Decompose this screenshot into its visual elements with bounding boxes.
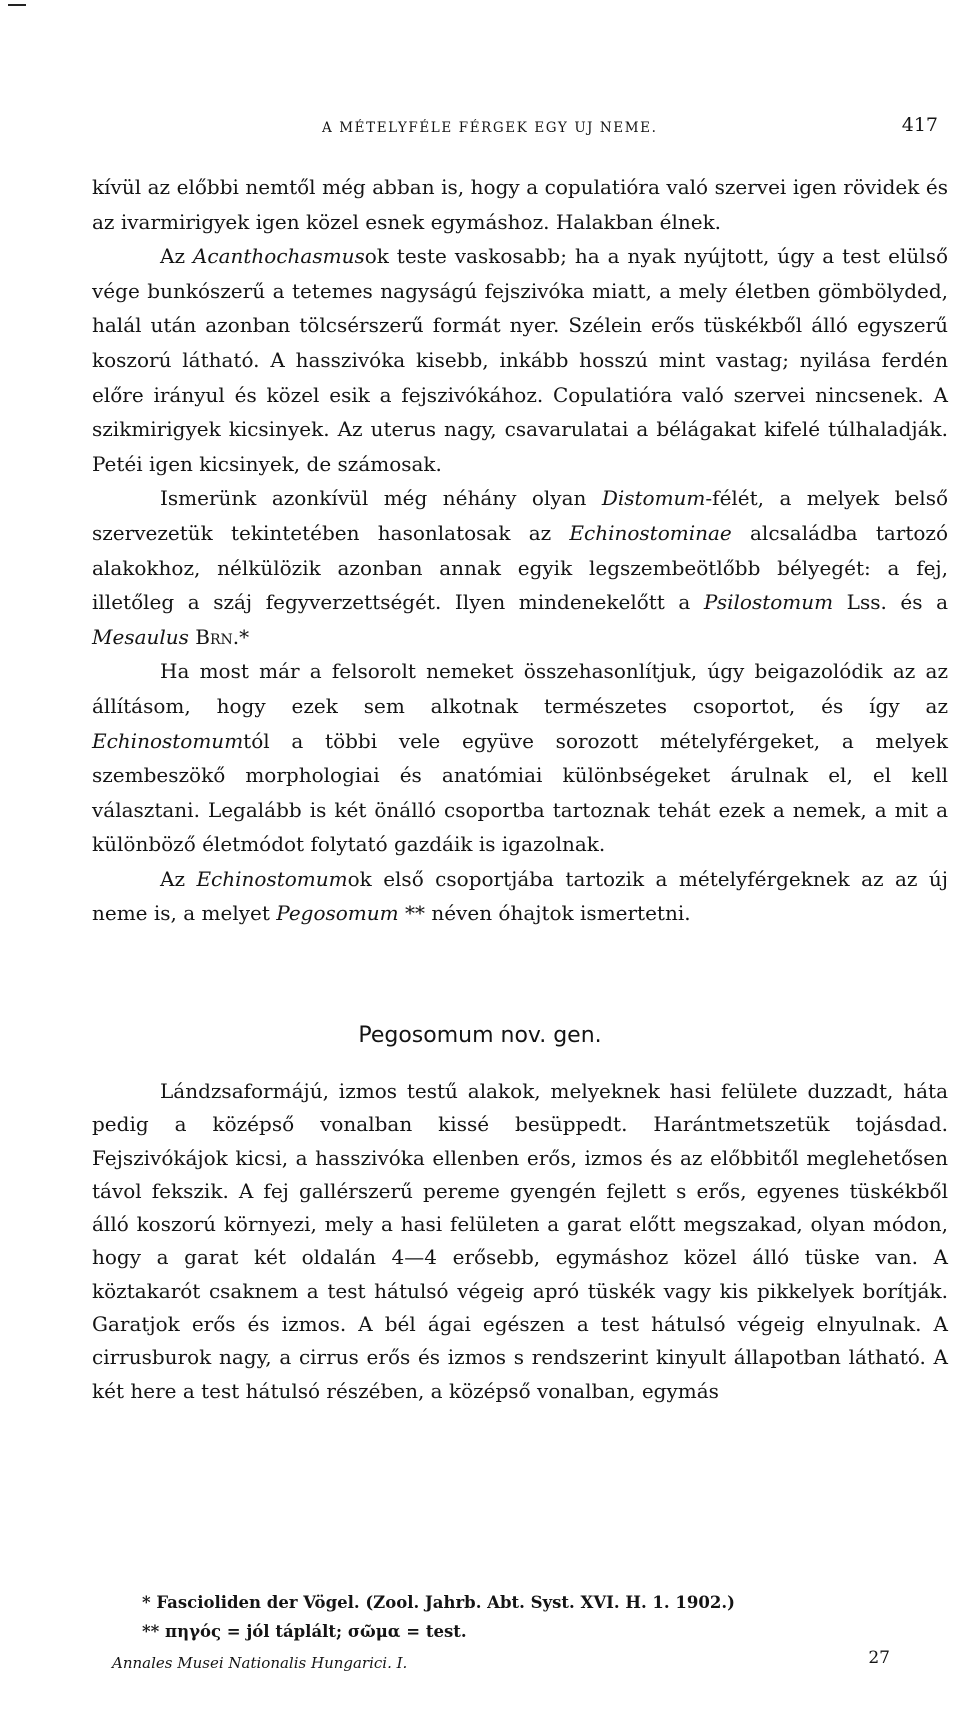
taxon-name: Psilostomum — [703, 590, 834, 615]
footnote: ** πηγός = jól táplált; σῶμα = test. — [142, 1622, 467, 1641]
text-run: alcsaládba tartozó alakokhoz, nélkülözik azonban annak egyik legszembeötlőbb bélyegét: a fej, illetőleg a száj fegyverzettségét. Ilyen mindenekelőtt a — [92, 520, 948, 615]
text-run: ok teste vaskosabb; ha a nyak nyújtott, úgy a test elülső vége bunkószerű a tetemes nagyságú fejszivóka miatt, a mely életben gömbölyded, halál után azonban tölcsérszerű formát nyer. Szélein erős tüskékből álló egyszerű koszorú látható. A hasszivóka kisebb, inkább hosszú mint vastag; nyilása ferdén előre irányul és közel esik a fejszivókához. Copulatióra való szervei nincsenek. A szikmirigyek kicsinyek. Az uterus nagy, csavarulatai a bélágakat kifelé túlhaladják. Petéi igen kicsinyek, de számosak. — [92, 244, 948, 476]
text-run: kívül az előbbi nemtől még abban is, hogy a copulatióra való szervei igen rövidek és az ivarmirigyek igen közel esnek egymáshoz. Halakban élnek. — [92, 175, 948, 234]
taxon-name: Distomum — [601, 486, 706, 511]
journal-title: Annales Musei Nationalis Hungarici. I. — [112, 1654, 408, 1672]
taxon-name: Pegosomum — [276, 901, 399, 926]
text-run: Az — [160, 866, 197, 891]
text-run: ok első csoportjába tartozik a mételyférgeknek az az új neme is, a melyet — [92, 866, 948, 926]
paragraph — [92, 481, 948, 654]
author-abbrev: Brn. — [195, 624, 240, 649]
corner-mark — [8, 4, 26, 6]
text-run: Lss. és a — [833, 590, 949, 615]
text-run: Az — [160, 244, 193, 269]
page-number: 417 — [901, 114, 938, 136]
taxon-name: Acanthochasmus — [192, 244, 365, 269]
footnote: * Fascioliden der Vögel. (Zool. Jahrb. Abt. Syst. XVI. H. 1. 1902.) — [142, 1593, 735, 1612]
taxon-name: Echinostomum — [92, 728, 244, 753]
main-text — [92, 170, 948, 931]
text-run: Ismerünk azonkívül még néhány olyan — [160, 486, 602, 511]
paragraph — [92, 239, 948, 481]
sheet-number: 27 — [868, 1648, 890, 1668]
section-heading: Pegosomum nov. gen. — [358, 1023, 602, 1048]
text-run: Ha most már a felsorolt nemeket összehasonlítjuk, úgy beigazolódik az az állításom, hogy ezek sem alkotnak természetes csoportot, és így az — [92, 659, 948, 718]
running-title: A MÉTELYFÉLE FÉRGEK EGY UJ NEME. — [322, 120, 658, 136]
section-text — [92, 1075, 948, 1408]
running-header — [92, 114, 940, 144]
text-run: ** néven óhajtok ismertetni. — [398, 901, 691, 926]
paragraph — [92, 862, 948, 931]
footnotes — [142, 1588, 922, 1646]
paragraph — [92, 170, 948, 239]
taxon-name: Mesaulus — [92, 624, 189, 649]
taxon-name: Echinostominae — [569, 520, 732, 545]
paragraph — [92, 654, 948, 862]
taxon-name: Echinostomum — [196, 866, 348, 891]
text-run: * — [239, 624, 250, 649]
section-paragraph: Lándzsaformájú, izmos testű alakok, melyeknek hasi felülete duzzadt, háta pedig a középső vonalban kissé besüppedt. Harántmetszetük tojásdad. Fejszivókájok kicsi, a hasszivóka ellenben erős, izmos és az előbbitől meglehetősen távol fekszik. A fej gallérszerű pereme gyengén fejlett s erős, egyenes tüskékből álló koszorú környezi, mely a hasi felületen a garat előtt megszakad, olyan módon, hogy a garat két oldalán 4—4 erősebb, egymáshoz közel álló tüske van. A köztakarót csaknem a test hátulsó végeig apró tüskék vagy kis pikkelyek borítják. Garatjok erős és izmos. A bél ágai egészen a test hátulsó végeig elnyulnak. A cirrusburok nagy, a cirrus erős és izmos s rendszerint kinyult állapotban látható. A két here a test hátulsó részében, a középső vonalban, egymás — [92, 1079, 948, 1403]
text-run: -félét, a melyek belső szervezetük tekintetében hasonlatosak az — [92, 486, 948, 545]
text-run: tól a többi vele együve sorozott mételyférgeket, a melyek szembeszökő morphologiai és anatómiai különbségeket árulnak el, el kell választani. Legalább is két önálló csoportba tartoznak tehát ezek a nemek, a mit a különböző életmódot folytató gazdáik is igazolnak. — [92, 728, 948, 857]
